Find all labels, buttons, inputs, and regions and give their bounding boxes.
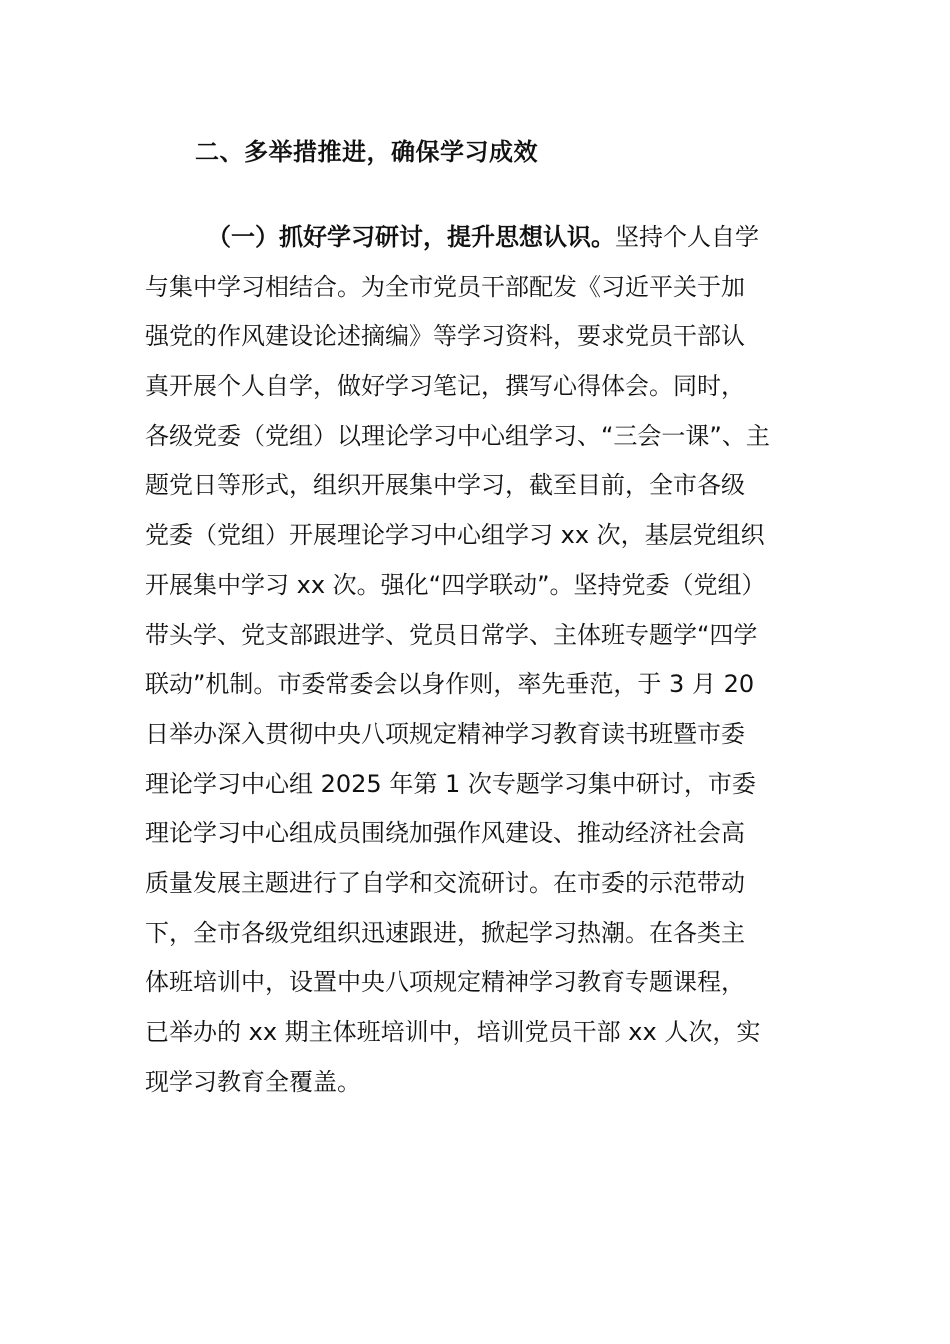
subsection-heading: （一）抓好学习研讨，提升思想认识。 (207, 223, 615, 251)
paragraph-line: 题党日等形式，组织开展集中学习，截至目前，全市各级 (145, 471, 745, 500)
paragraph-line: 理论学习中心组成员围绕加强作风建设、推动经济社会高 (145, 819, 745, 848)
section-heading: 二、多举措推进，确保学习成效 (195, 138, 538, 166)
paragraph-line: 理论学习中心组 2025 年第 1 次专题学习集中研讨，市委 (145, 769, 756, 798)
paragraph-line: 带头学、党支部跟进学、党员日常学、主体班专题学“四学 (145, 620, 758, 649)
paragraph-line (145, 217, 810, 267)
paragraph-line: 强党的作风建设论述摘编》等学习资料，要求党员干部认 (145, 322, 745, 351)
paragraph-line: 开展集中学习 xx 次。强化“四学联动”。坚持党委（党组） (145, 570, 766, 599)
paragraph-line-text: 坚持个人自学 (615, 223, 759, 251)
paragraph-line: 各级党委（党组）以理论学习中心组学习、“三会一课”、主 (145, 421, 770, 450)
paragraph-line: 真开展个人自学，做好学习笔记，撰写心得体会。同时， (145, 372, 745, 401)
paragraph-line: 质量发展主题进行了自学和交流研讨。在市委的示范带动 (145, 868, 745, 897)
paragraph-line: 现学习教育全覆盖。 (145, 1067, 361, 1096)
paragraph-line: 下，全市各级党组织迅速跟进，掀起学习热潮。在各类主 (145, 918, 745, 947)
paragraph-line: 体班培训中，设置中央八项规定精神学习教育专题课程， (145, 968, 745, 997)
paragraph-line: 与集中学习相结合。为全市党员干部配发《习近平关于加 (145, 272, 745, 301)
paragraph-line: 已举办的 xx 期主体班培训中，培训党员干部 xx 人次，实 (145, 1018, 761, 1046)
body-paragraph (145, 217, 810, 1111)
paragraph-line: 日举办深入贯彻中央八项规定精神学习教育读书班暨市委 (145, 719, 745, 748)
paragraph-line: 联动”机制。市委常委会以身作则，率先垂范，于 3 月 20 (145, 670, 755, 699)
paragraph-line: 党委（党组）开展理论学习中心组学习 xx 次，基层党组织 (145, 521, 765, 550)
